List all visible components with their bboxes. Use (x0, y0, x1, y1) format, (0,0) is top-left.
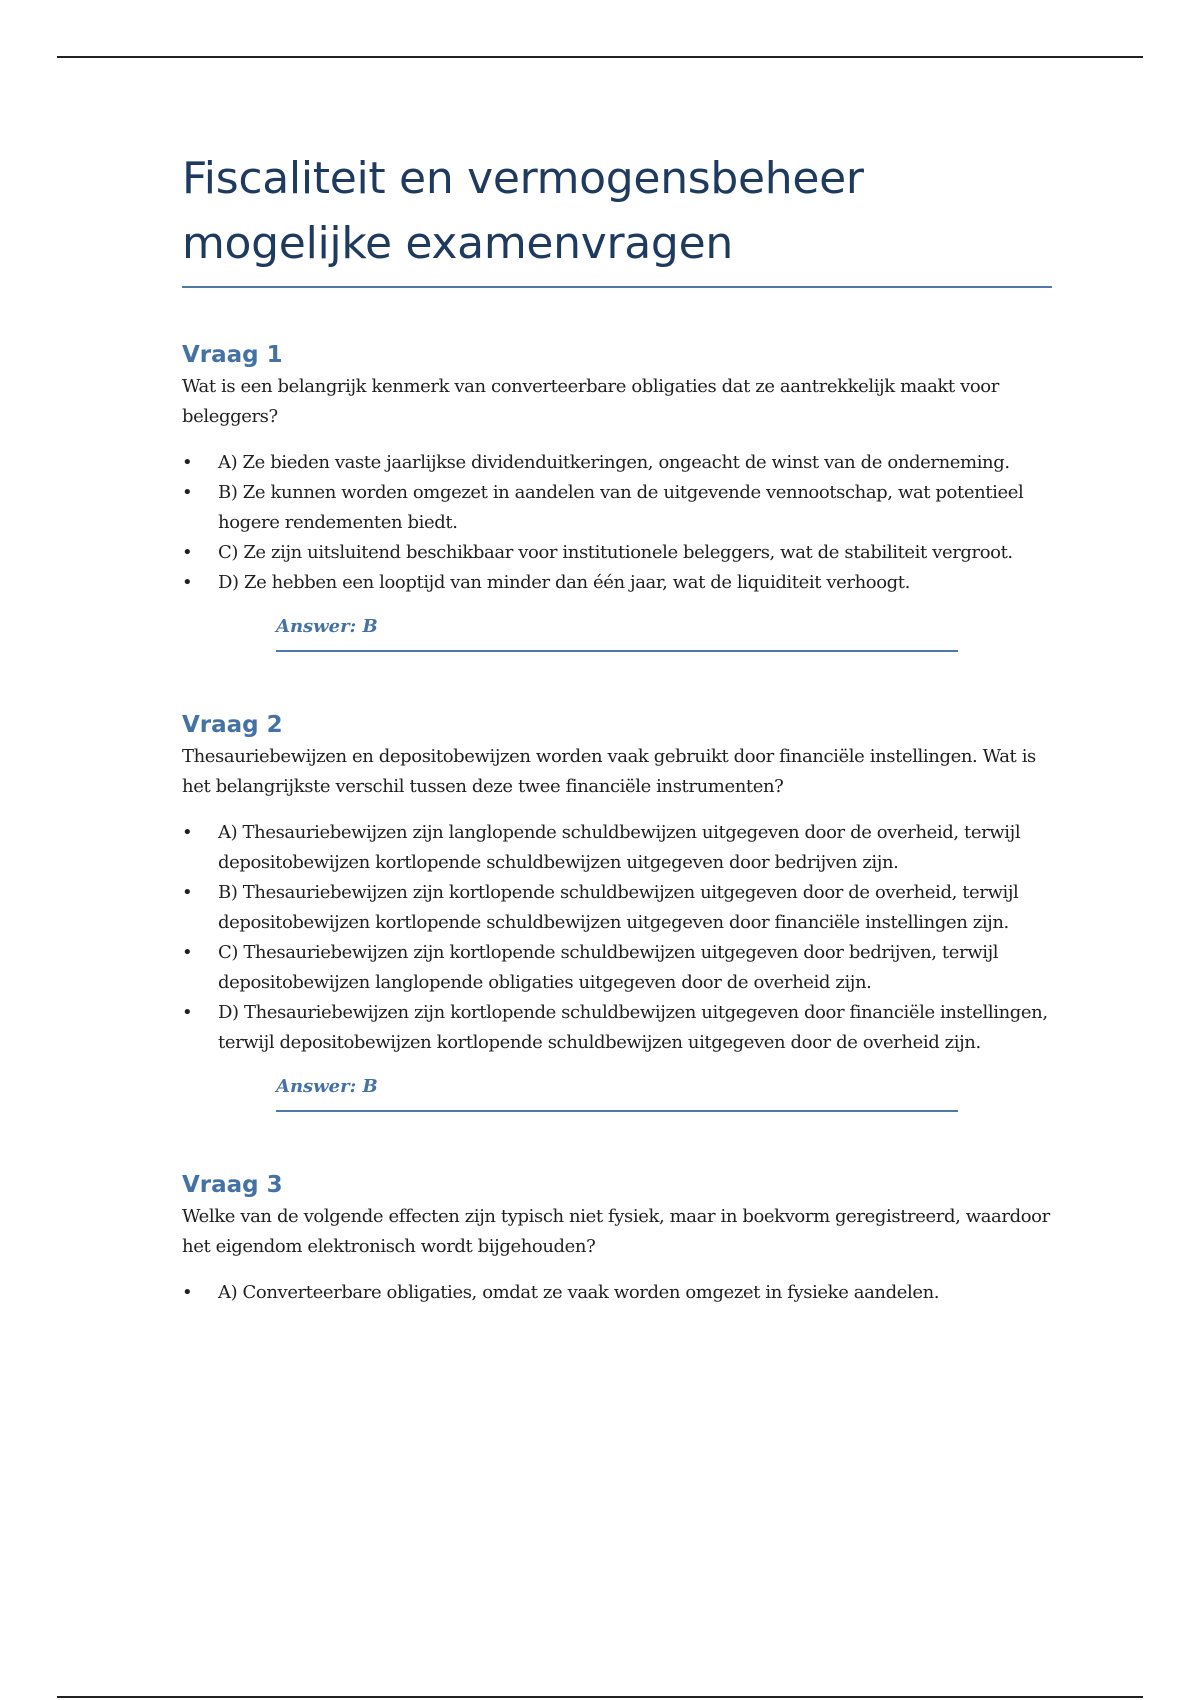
question-text: Welke van de volgende effecten zijn typisch niet fysiek, maar in boekvorm geregistreerd, waardoor het eigendom elektronisch wordt bijgehouden? (182, 1206, 1050, 1257)
option-text: A) Converteerbare obligaties, omdat ze vaak worden omgezet in fysieke aandelen. (218, 1282, 940, 1303)
option-item (182, 1278, 1052, 1308)
bullet-icon: • (182, 572, 193, 593)
option-item (182, 818, 1052, 878)
bullet-icon: • (182, 452, 193, 473)
bullet-icon: • (182, 822, 193, 843)
bullet-icon: • (182, 882, 193, 903)
question-text: Wat is een belangrijk kenmerk van converteerbare obligaties dat ze aantrekkelijk maakt voor beleggers? (182, 376, 999, 427)
option-item (182, 478, 1052, 538)
bullet-icon: • (182, 542, 193, 563)
option-item (182, 448, 1052, 478)
option-item (182, 938, 1052, 998)
document-title (182, 146, 1052, 288)
option-text: C) Thesauriebewijzen zijn kortlopende schuldbewijzen uitgegeven door bedrijven, terwijl depositobewijzen langlopende obligaties uitgegeven door de overheid zijn. (218, 942, 999, 993)
option-item (182, 538, 1052, 568)
bullet-icon: • (182, 482, 193, 503)
option-item (182, 568, 1052, 598)
options-list (182, 1278, 1052, 1308)
answer-label: Answer: B (276, 614, 958, 652)
option-text: A) Ze bieden vaste jaarlijkse dividenduitkeringen, ongeacht de winst van de onderneming. (218, 452, 1010, 473)
option-text: A) Thesauriebewijzen zijn langlopende schuldbewijzen uitgegeven door de overheid, terwijl depositobewijzen kortlopende schuldbewijzen uitgegeven door bedrijven zijn. (218, 822, 1021, 873)
option-text: D) Ze hebben een looptijd van minder dan één jaar, wat de liquiditeit verhoogt. (218, 572, 910, 593)
title-line-1: Fiscaliteit en vermogensbeheer (182, 153, 864, 204)
question-3 (182, 1170, 1052, 1308)
options-list (182, 818, 1052, 1058)
question-heading: Vraag 3 (182, 1172, 283, 1198)
option-item (182, 998, 1052, 1058)
question-text: Thesauriebewijzen en depositobewijzen worden vaak gebruikt door financiële instellingen. Wat is het belangrijkste verschil tussen deze twee financiële instrumenten? (182, 746, 1036, 797)
bullet-icon: • (182, 942, 193, 963)
question-1 (182, 340, 1052, 652)
option-item (182, 878, 1052, 938)
option-text: D) Thesauriebewijzen zijn kortlopende schuldbewijzen uitgegeven door financiële instellingen, terwijl depositobewijzen kortlopende schuldbewijzen uitgegeven door de overheid zijn. (218, 1002, 1048, 1053)
page-top-rule (57, 56, 1143, 58)
options-list (182, 448, 1052, 598)
question-heading: Vraag 2 (182, 712, 283, 738)
bullet-icon: • (182, 1282, 193, 1303)
question-2 (182, 710, 1052, 1112)
question-heading: Vraag 1 (182, 342, 283, 368)
document-body (182, 146, 1052, 1308)
option-text: B) Thesauriebewijzen zijn kortlopende schuldbewijzen uitgegeven door de overheid, terwijl depositobewijzen kortlopende schuldbewijzen uitgegeven door financiële instellingen zijn. (218, 882, 1019, 933)
bullet-icon: • (182, 1002, 193, 1023)
title-line-2: mogelijke examenvragen (182, 218, 733, 269)
option-text: B) Ze kunnen worden omgezet in aandelen van de uitgevende vennootschap, wat potentieel hogere rendementen biedt. (218, 482, 1024, 533)
answer-label: Answer: B (276, 1074, 958, 1112)
page-bottom-rule (57, 1696, 1143, 1698)
option-text: C) Ze zijn uitsluitend beschikbaar voor institutionele beleggers, wat de stabiliteit vergroot. (218, 542, 1013, 563)
